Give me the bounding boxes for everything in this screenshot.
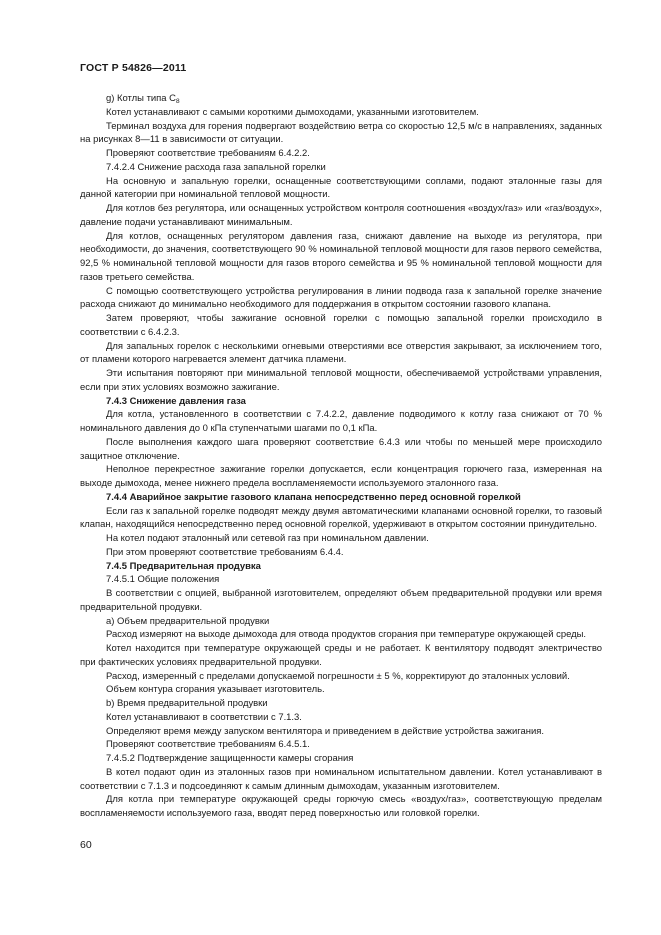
paragraph: Для котла, установленного в соответствии с 7.4.2.2, давление подводимого к котлу газа снижают от 70 % номинального давления до 0 кПа ступенчатыми шагами по 0,1 кПа. — [80, 409, 602, 434]
list-item-heading: b) Время предварительной продувки — [106, 698, 268, 709]
paragraph: При этом проверяют соответствие требованиям 6.4.4. — [106, 546, 344, 558]
subsection-heading: 7.4.5.1 Общие положения — [106, 574, 220, 586]
paragraph: Объем контура сгорания указывает изготовитель. — [106, 684, 325, 696]
paragraph: Расход измеряют на выходе дымохода для отвода продуктов сгорания при температуре окружающей среды. — [106, 629, 587, 641]
paragraph: Котел устанавливают с самыми короткими дымоходами, указанными изготовителем. — [106, 106, 479, 118]
document-standard-header: ГОСТ Р 54826—2011 — [80, 62, 187, 74]
paragraph: После выполнения каждого шага проверяют соответствие 6.4.3 или чтобы по меньшей мере происходило защитное отключение. — [80, 436, 602, 462]
document-body — [80, 92, 602, 821]
list-item-heading: a) Объем предварительной продувки — [106, 615, 270, 627]
paragraph: Для запальных горелок с несколькими огневыми отверстиями все отверстия закрывают, за исключением того, от пламени которого нагревается элемент датчика пламени. — [80, 340, 602, 366]
page-number: 60 — [80, 839, 92, 851]
subsection-heading: 7.4.5.2 Подтверждение защищенности камеры сгорания — [106, 753, 354, 764]
paragraph: На основную и запальную горелки, оснащенные соответствующими соплами, подают эталонные газы для данной категории при номинальной тепловой мощности. — [80, 175, 602, 201]
paragraph: С помощью соответствующего устройства регулирования в линии подвода газа к запальной горелке значение расхода снижают до минимально необходимого для поддержания в открытом состоянии газового клапана. — [80, 285, 602, 311]
paragraph: Котел устанавливают в соответствии с 7.1.3. — [106, 711, 302, 723]
section-heading: 7.4.3 Снижение давления газа — [106, 395, 246, 407]
paragraph: Расход, измеренный с пределами допускаемой погрешности ± 5 %, корректируют до эталонных условий. — [106, 670, 570, 682]
paragraph: Проверяют соответствие требованиям 6.4.5.1. — [106, 739, 310, 751]
paragraph: Для котла при температуре окружающей среды горючую смесь «воздух/газ», соответствующую пределам воспламеняемости используемого газа, вводят перед поверхностью или головкой горелки. — [80, 794, 602, 819]
subsection-heading: 7.4.2.4 Снижение расхода газа запальной горелки — [106, 161, 326, 173]
paragraph: Для котлов, оснащенных регулятором давления газа, снижают давление на выходе из регулятора, при необходимости, до значения, соответствующего 90 % номинальной тепловой мощности для газов первого семейства, 92,5 % номинальной тепловой мощности для газов второго семейства и 95 % номинальной тепловой мощности для газов третьего семейства. — [80, 230, 602, 283]
paragraph: Определяют время между запуском вентилятора и приведением в действие устройства зажигания. — [106, 725, 544, 737]
boiler-type-label: g) Котлы типа C — [106, 93, 176, 104]
paragraph: Если газ к запальной горелке подводят между двумя автоматическими клапанами основной горелки, то газовый клапан, находящийся непосредственно перед основной горелкой, удерживают в открытом состоянии принудительно. — [80, 505, 602, 531]
boiler-type-subscript: 8 — [175, 98, 180, 105]
paragraph: Терминал воздуха для горения подвергают воздействию ветра со скоростью 12,5 м/с в направлениях, заданных на рисунках 8—11 в зависимости от ситуации. — [80, 120, 602, 146]
paragraph: Котел находится при температуре окружающей среды и не работает. К вентилятору подводят электричество при фактических условиях предварительной продувки. — [80, 643, 602, 668]
section-heading: 7.4.5 Предварительная продувка — [106, 560, 261, 572]
paragraph: Эти испытания повторяют при минимальной тепловой мощности, обеспечиваемой устройствами управления, если при этих условиях возможно зажигание. — [80, 368, 602, 393]
section-heading: 7.4.4 Аварийное закрытие газового клапана непосредственно перед основной горелкой — [106, 491, 521, 503]
paragraph: Неполное перекрестное зажигание горелки допускается, если концентрация горючего газа, измеренная на выходе дымохода, менее нижнего предела воспламеняемости используемого эталонного газа. — [80, 464, 602, 489]
paragraph: В соответствии с опцией, выбранной изготовителем, определяют объем предварительной продувки или время предварительной продувки. — [80, 588, 602, 613]
paragraph: В котел подают один из эталонных газов при номинальном испытательном давлении. Котел устанавливают в соответствии с 7.1.3 и подсоединяют к самым длинным дымоходам, указанным изготовителем. — [80, 766, 602, 792]
boiler-type-heading — [80, 92, 602, 106]
paragraph: Проверяют соответствие требованиям 6.4.2.2. — [106, 148, 310, 159]
paragraph: На котел подают эталонный или сетевой газ при номинальном давлении. — [106, 533, 429, 544]
paragraph: Затем проверяют, чтобы зажигание основной горелки с помощью запальной горелки происходило в соответствии с 6.4.2.3. — [80, 313, 602, 338]
paragraph: Для котлов без регулятора, или оснащенных устройством контроля соотношения «воздух/газ» или «газ/воздух», давление подачи устанавливают минимальным. — [80, 203, 602, 228]
